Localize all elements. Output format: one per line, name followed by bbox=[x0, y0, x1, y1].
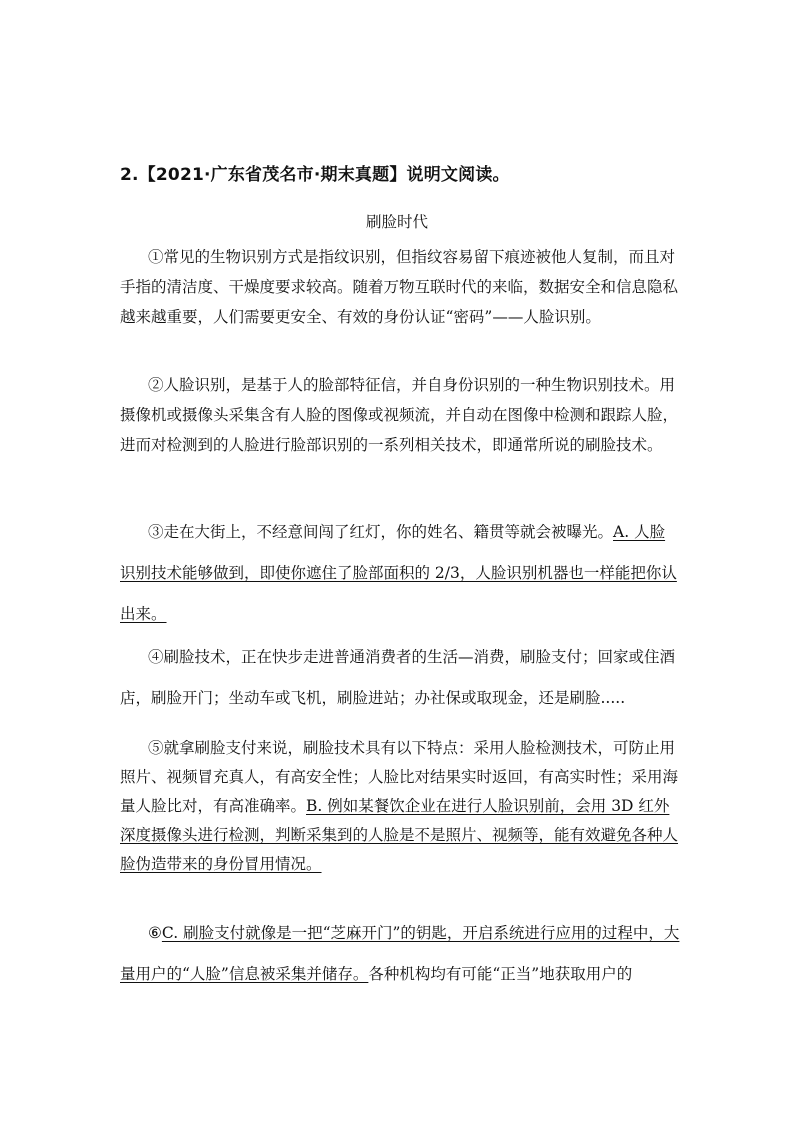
paragraph-1: ①常见的生物识别方式是指纹识别，但指纹容易留下痕迹被他人复制，而且对手指的清洁度、干燥度要求较高。随着万物互联时代的来临，数据安全和信息隐私越来越重要，人们需要更安全、有效的身份认证“密码”——人脸识别。 bbox=[120, 248, 679, 326]
paragraph-3 bbox=[120, 512, 680, 635]
article-title: 刷脸时代 bbox=[365, 213, 428, 231]
paragraph-6-underlined-sentence-c: C. 刷脸支付就像是一把“芝麻开门”的钥匙，开启系统进行应用的过程中，大量用户的“人脸”信息被采集并储存。 bbox=[120, 924, 680, 983]
paragraph-6-number: ⑥ bbox=[148, 924, 162, 942]
question-heading: 2.【2021·广东省茂名市·期末真题】说明文阅读。 bbox=[120, 165, 510, 185]
paragraph-2: ②人脸识别，是基于人的脸部特征信，并自身份识别的一种生物识别技术。用摄像机或摄像头采集含有人脸的图像或视频流，并自动在图像中检测和跟踪人脸，进而对检测到的人脸进行脸部识别的一系列相关技术，即通常所说的刷脸技术。 bbox=[120, 376, 679, 454]
paragraph-5-underlined-sentence-b: B. 例如某餐饮企业在进行人脸识别前，会用 3D 红外深度摄像头进行检测，判断采集到的人脸是不是照片、视频等，能有效避免各种人脸伪造带来的身份冒用情况。 bbox=[120, 797, 679, 873]
paragraph-5-text: ⑤就拿刷脸支付来说，刷脸技术具有以下特点：采用人脸检测技术，可防止用照片、视频冒充真人，有高安全性；人脸比对结果实时返回，有高实时性；采用海量人脸比对，有高准确率。 bbox=[120, 739, 679, 815]
paragraph-3-underlined-sentence-a: A. 人脸识别技术能够做到，即使你遮住了脸部面积的 2/3，人脸识别机器也一样能把你认出来。 bbox=[120, 523, 677, 623]
paragraph-6-text: 各种机构均有可能“正当”地获取用户的 bbox=[368, 965, 633, 983]
paragraph-4: ④刷脸技术，正在快步走进普通消费者的生活—消费，刷脸支付；回家或住酒店，刷脸开门；坐动车或飞机，刷脸进站；办社保或取现金，还是刷脸..... bbox=[120, 648, 676, 707]
paragraph-3-text: ③走在大街上，不经意间闯了红灯，你的姓名、籍贯等就会被曝光。 bbox=[148, 523, 614, 541]
paragraph-5 bbox=[120, 734, 680, 879]
paragraph-6 bbox=[120, 913, 680, 995]
